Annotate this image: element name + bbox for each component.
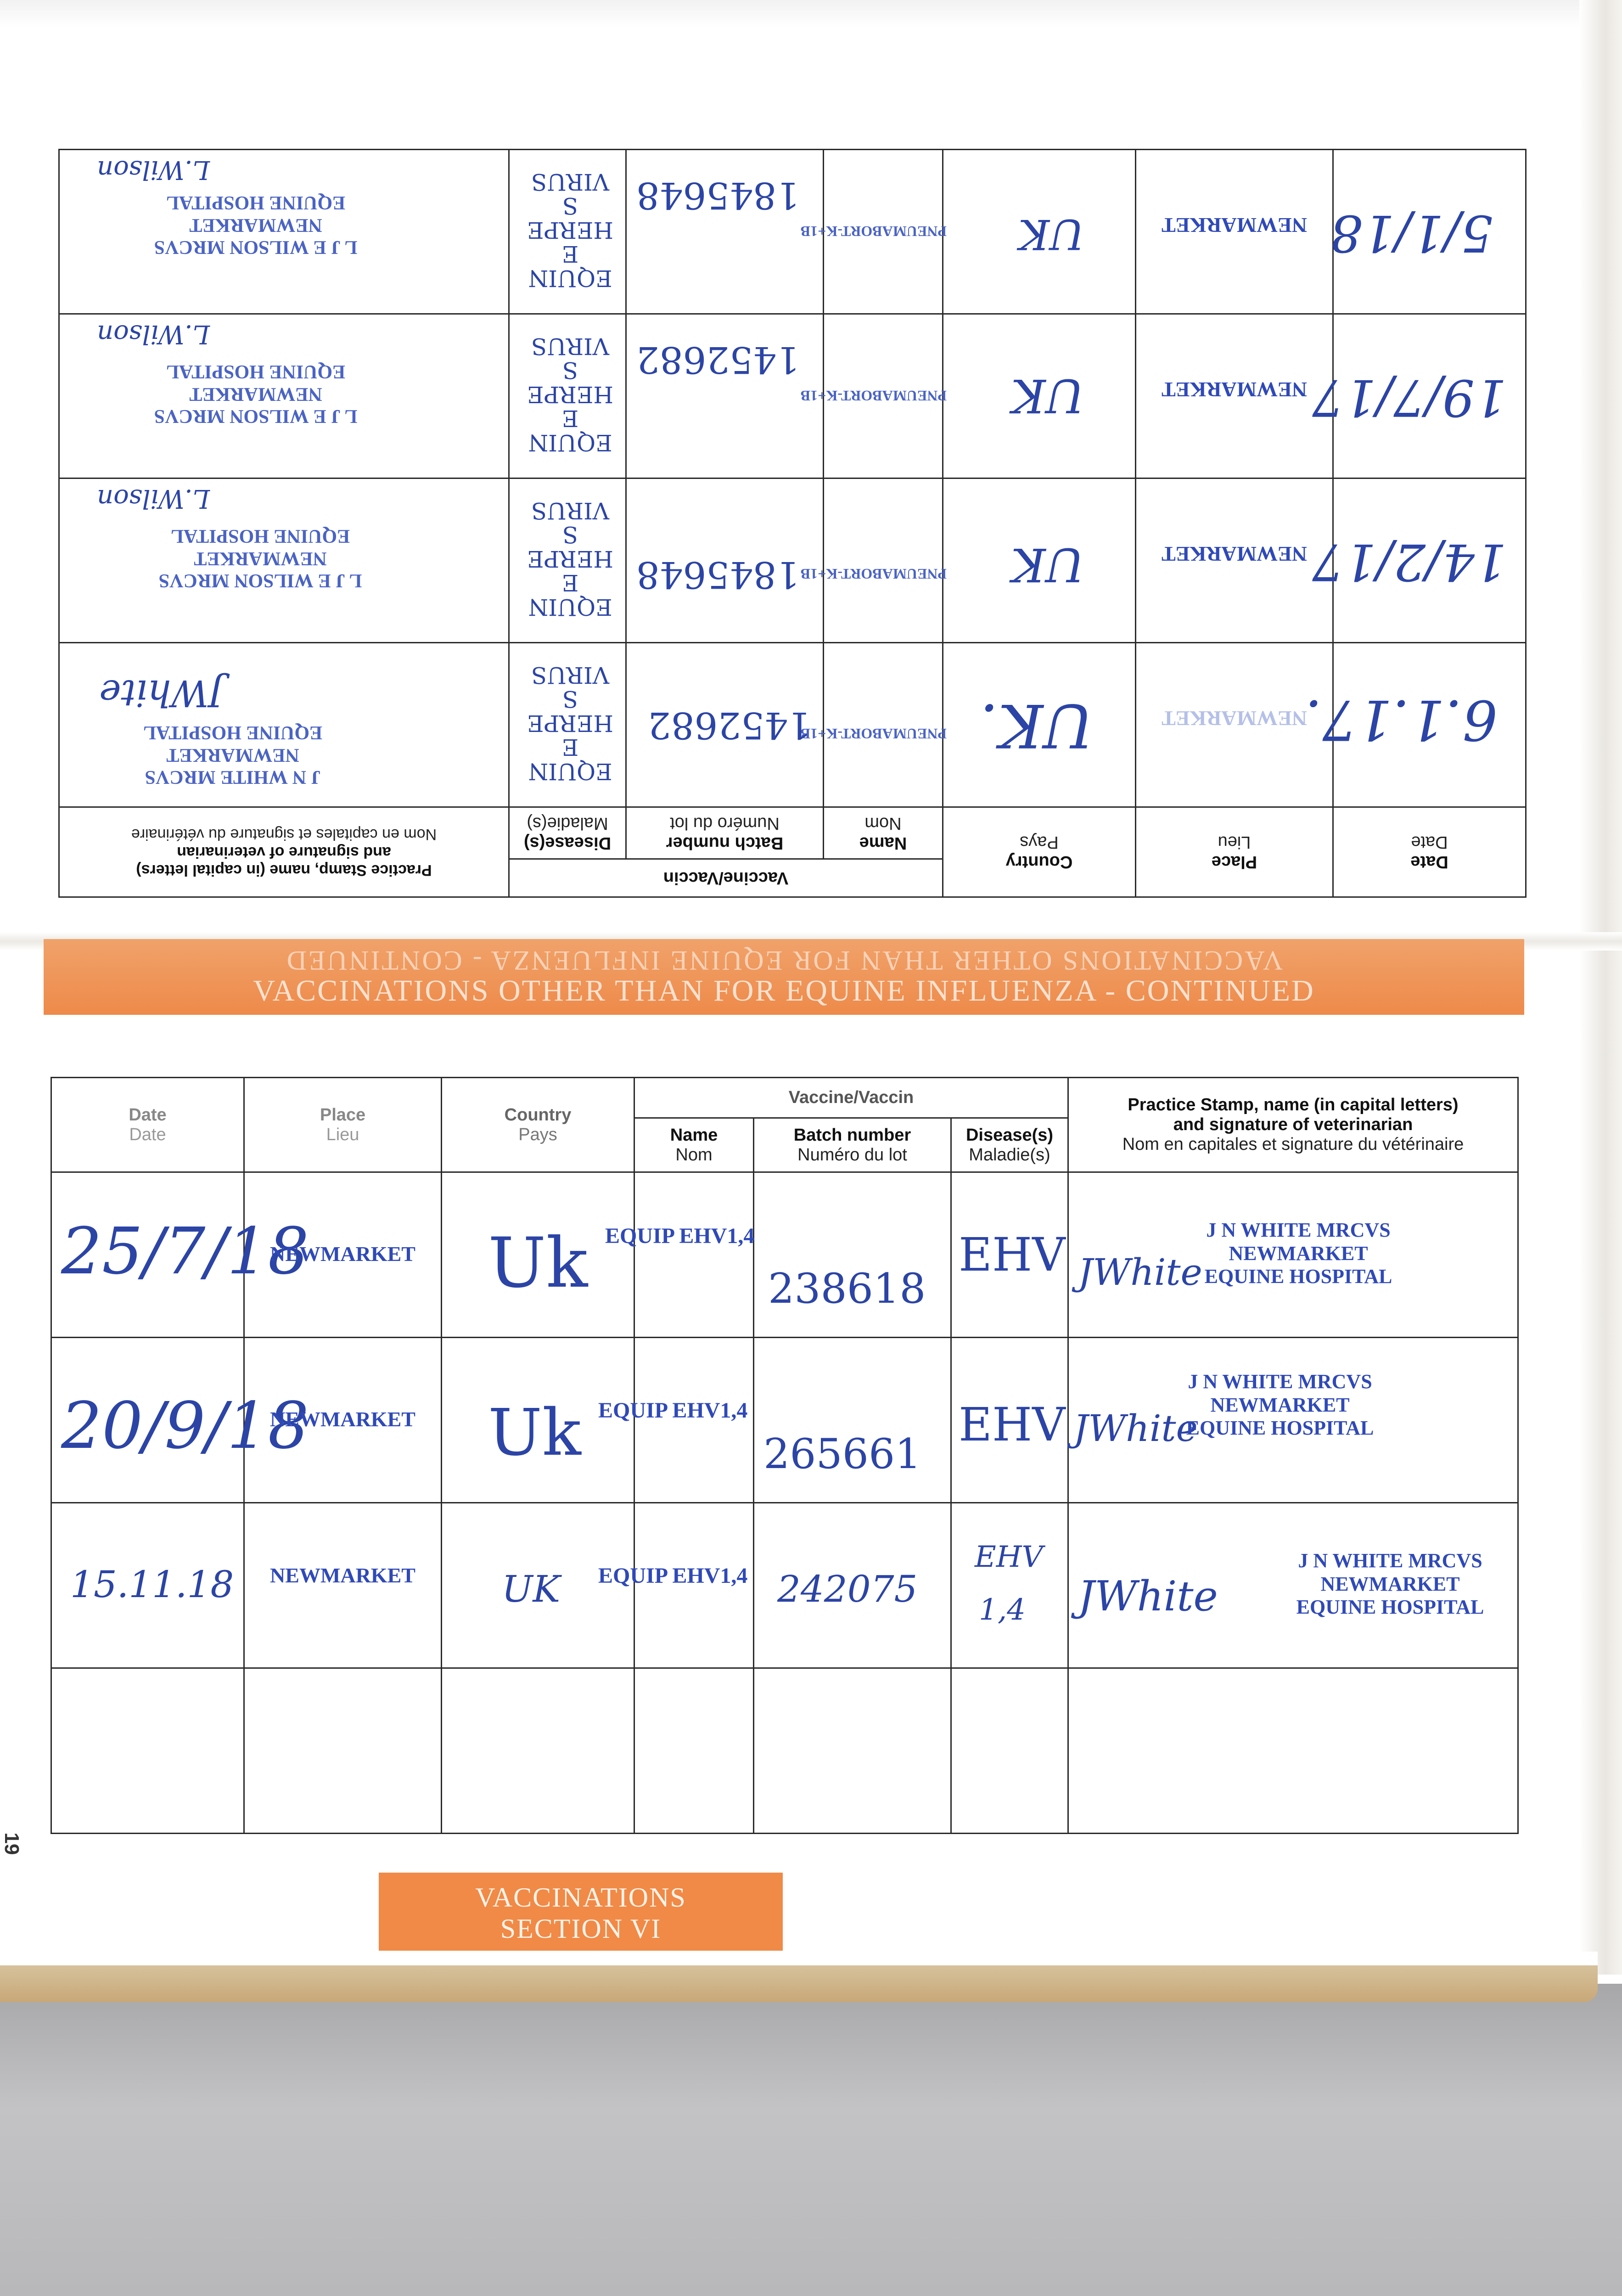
vet-cell [59, 478, 509, 643]
disease-value: EQUINE HERPES VIRUS [527, 169, 613, 292]
country-value: UK [502, 1568, 561, 1610]
date-value: 20/9/18 [61, 1389, 309, 1463]
date-value: 5/1/18 [1330, 204, 1493, 263]
country-cell [943, 478, 1136, 643]
disease-cell [951, 1503, 1068, 1668]
disease-value: EHV 1,4 [975, 1540, 1043, 1627]
place-value: NEWMARKET [270, 1564, 415, 1587]
name-value: EQUIP EHV1,4 [598, 1398, 748, 1423]
batch-cell [626, 478, 824, 643]
batch-value: 1845648 [636, 174, 800, 217]
header-vet: Practice Stamp, name (in capital letters) and signature of veterinarian Nom en capitales et signature du vétérinaire [1068, 1078, 1518, 1172]
vet-stamp: L J E WILSON MRCVS NEWMARKET EQUINE HOSPITAL [158, 525, 362, 591]
table-row [51, 1172, 1518, 1338]
vet-signature: L.Wilson [97, 484, 210, 513]
disease-value: EQUINE HERPES VIRUS [527, 497, 613, 620]
place-value: NEWMARKET [1162, 378, 1307, 401]
date-value: 25/7/18 [61, 1214, 309, 1289]
country-value: Uk [488, 1223, 588, 1303]
page-edge [1579, 0, 1622, 1975]
name-cell [800, 643, 947, 807]
name-value: PNEUMABORT-K+1B [800, 223, 947, 240]
batch-cell [754, 1668, 951, 1834]
batch-value: 265661 [763, 1430, 921, 1478]
place-cell [1136, 150, 1333, 314]
name-cell [598, 1338, 754, 1503]
vet-cell [59, 314, 509, 478]
vet-signature: L.Wilson [97, 155, 210, 185]
header-date: Date Date [51, 1078, 244, 1172]
place-cell [1136, 478, 1333, 643]
country-value: UK [1011, 538, 1084, 591]
place-cell [1136, 643, 1333, 807]
batch-cell [626, 150, 824, 314]
upper-table-row [59, 150, 1526, 314]
vet-stamp: J N WHITE MRCVS NEWMARKET EQUINE HOSPITAL [1186, 1370, 1374, 1440]
vet-stamp: J N WHITE MRCVS NEWMARKET EQUINE HOSPITAL [1296, 1549, 1484, 1619]
disease-cell [509, 150, 626, 314]
header-disease: Disease(s) Maladie(s) [951, 1118, 1068, 1172]
section-banner-subtitle: SECTION VI [500, 1913, 662, 1944]
country-value: UK [1011, 369, 1084, 422]
name-value: PNEUMABORT-K+1B [800, 388, 947, 404]
name-value: EQUIP EHV1,4 [598, 1564, 748, 1588]
place-cell [244, 1172, 442, 1338]
date-cell [51, 1668, 244, 1834]
header-country: Country Pays [442, 1078, 634, 1172]
vet-cell [1068, 1172, 1518, 1338]
background-surface [0, 1984, 1622, 2296]
disease-cell [951, 1338, 1068, 1503]
country-cell [943, 643, 1136, 807]
name-cell [634, 1668, 754, 1834]
place-cell [244, 1338, 442, 1503]
date-value: 14/2/17 [1312, 533, 1507, 591]
page-top-shadow [0, 0, 1622, 28]
header-batch: Batch number Numéro du lot [626, 807, 824, 859]
header-disease: Disease(s) Maladie(s) [509, 807, 626, 859]
country-value: UK. [979, 691, 1094, 760]
lower-vaccination-table [51, 1077, 1519, 1834]
header-vet: Practice Stamp, name (in capital letters) and signature of veterinarian Nom en capitales et signature du vétérinaire [59, 807, 509, 897]
batch-value: 1452682 [647, 704, 811, 747]
country-value: UK [1018, 210, 1084, 258]
batch-cell [754, 1172, 951, 1338]
place-value: NEWMARKET [1162, 707, 1307, 730]
table-row [51, 1338, 1518, 1503]
place-value: NEWMARKET [1162, 542, 1307, 566]
upper-table-row [59, 643, 1526, 807]
disease-cell [509, 314, 626, 478]
header-batch: Batch number Numéro du lot [754, 1118, 951, 1172]
place-cell [1136, 314, 1333, 478]
vet-signature: L.Wilson [97, 319, 210, 349]
banner-ghost-text: VACCINATIONS OTHER THAN FOR EQUINE INFLUENZA - CONTINUED [285, 945, 1283, 976]
disease-cell [951, 1172, 1068, 1338]
header-vaccine: Vaccine/Vaccin [509, 859, 943, 897]
place-value: NEWMARKET [270, 1242, 415, 1266]
name-cell [800, 478, 947, 643]
vet-signature: JWhite [99, 672, 224, 715]
vet-cell [59, 150, 509, 314]
disease-value: EHV [959, 1398, 1066, 1452]
header-country: Country Pays [943, 807, 1136, 897]
header-name: Name Nom [824, 807, 943, 859]
batch-value: 238618 [768, 1265, 926, 1313]
vet-signature: JWhite [1073, 1407, 1198, 1450]
country-cell [442, 1668, 634, 1834]
header-date: Date Date [1333, 807, 1526, 897]
place-cell [244, 1668, 442, 1834]
upper-vaccination-table [58, 149, 1527, 898]
date-cell [51, 1338, 309, 1503]
upper-table-row [59, 314, 1526, 478]
vet-cell [59, 643, 509, 807]
date-value: 19/7/17 [1312, 368, 1507, 427]
batch-cell [626, 314, 824, 478]
date-cell [51, 1172, 309, 1338]
table-row [51, 1503, 1518, 1668]
banner-title: VACCINATIONS OTHER THAN FOR EQUINE INFLUENZA - CONTINUED [253, 974, 1315, 1007]
page-number: 19 [0, 1832, 23, 1855]
table-row-empty [51, 1668, 1518, 1834]
header-name: Name Nom [634, 1118, 754, 1172]
date-cell [1330, 150, 1526, 314]
date-cell [1312, 478, 1526, 643]
country-cell [943, 314, 1136, 478]
batch-value: 1452682 [636, 338, 800, 381]
upper-table-row [59, 478, 1526, 643]
vet-stamp: L J E WILSON MRCVS NEWMARKET EQUINE HOSPITAL [154, 192, 358, 258]
date-value: 15.11.18 [70, 1563, 234, 1606]
name-cell [800, 314, 947, 478]
section-banner-continued [44, 939, 1524, 1015]
name-cell [605, 1172, 755, 1338]
name-cell [800, 150, 947, 314]
vet-stamp: J N WHITE MRCVS NEWMARKET EQUINE HOSPITAL [143, 722, 323, 788]
batch-cell [754, 1503, 951, 1668]
name-cell [598, 1503, 754, 1668]
disease-cell [951, 1668, 1068, 1834]
disease-value: EQUINE HERPES VIRUS [527, 662, 613, 785]
batch-value: 242075 [777, 1568, 918, 1610]
header-place: Place Lieu [1136, 807, 1333, 897]
vet-cell [1068, 1503, 1518, 1668]
section-banner-title: VACCINATIONS [475, 1882, 686, 1913]
date-cell [51, 1503, 244, 1668]
vet-stamp: J N WHITE MRCVS NEWMARKET EQUINE HOSPITAL [1204, 1219, 1392, 1288]
vet-cell [1068, 1338, 1518, 1503]
vet-signature: JWhite [1078, 1572, 1218, 1621]
country-cell [943, 150, 1136, 314]
header-vaccine: Vaccine/Vaccin [634, 1078, 1068, 1118]
upper-page-rotated [60, 122, 1527, 898]
country-value: Uk [488, 1396, 581, 1470]
vet-stamp: L J E WILSON MRCVS NEWMARKET EQUINE HOSPITAL [154, 361, 358, 427]
place-cell [244, 1503, 442, 1668]
disease-cell [509, 478, 626, 643]
vet-signature: JWhite [1078, 1251, 1202, 1294]
section-banner [379, 1873, 783, 1951]
place-value: NEWMARKET [1162, 214, 1307, 237]
name-value: PNEUMABORT-K+1B [800, 726, 947, 742]
vet-cell [1068, 1668, 1518, 1834]
batch-cell [626, 643, 824, 807]
country-cell [442, 1172, 634, 1338]
name-value: PNEUMABORT-K+1B [800, 566, 947, 582]
page-bottom [0, 1952, 1598, 1965]
date-value: 6.1.17. [1305, 687, 1498, 751]
name-value: EQUIP EHV1,4 [605, 1224, 755, 1248]
batch-cell [754, 1338, 951, 1503]
date-cell [1312, 314, 1526, 478]
disease-cell [509, 643, 626, 807]
header-place: Place Lieu [244, 1078, 442, 1172]
date-cell [1305, 643, 1526, 807]
disease-value: EHV [959, 1228, 1066, 1282]
batch-value: 1845648 [636, 553, 800, 596]
disease-value: EQUINE HERPES VIRUS [527, 333, 613, 456]
place-value: NEWMARKET [270, 1407, 415, 1431]
